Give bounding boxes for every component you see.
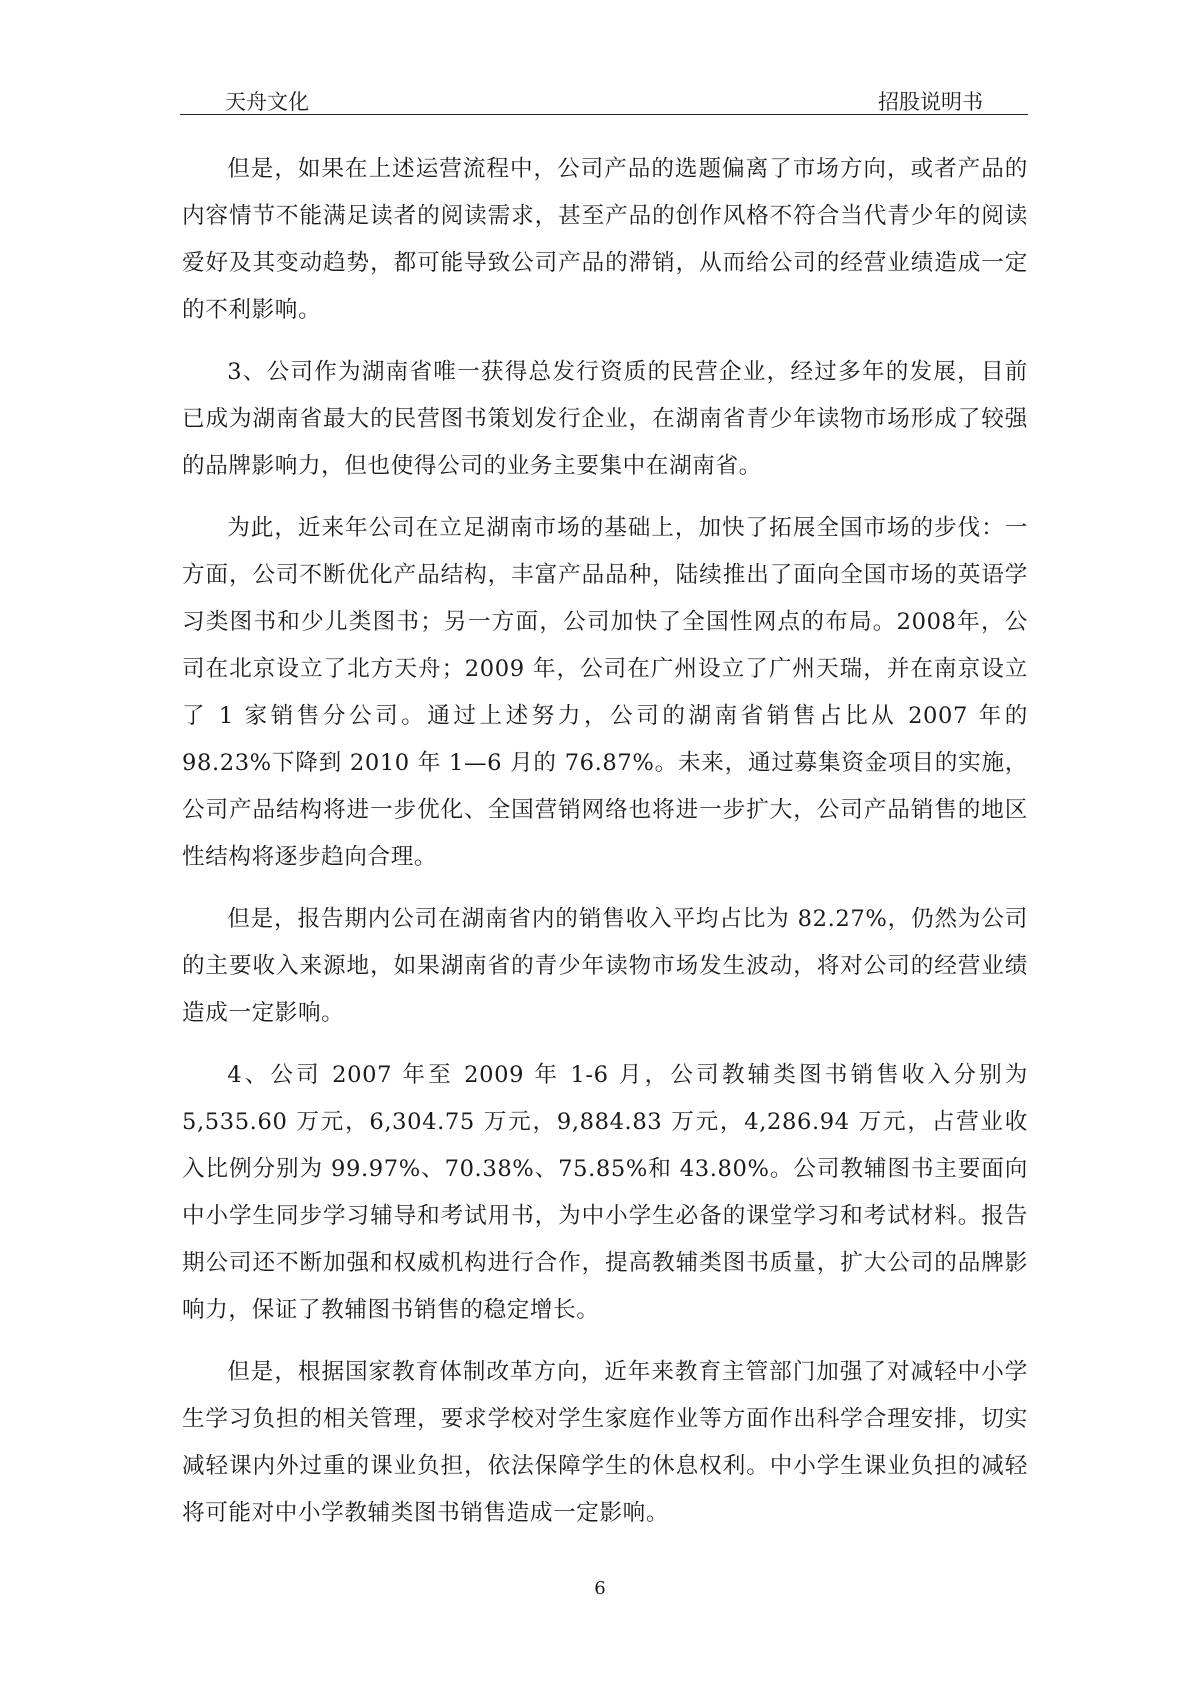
paragraph-4: 但是，报告期内公司在湖南省内的销售收入平均占比为 82.27%，仍然为公司的主要收入来源地，如果湖南省的青少年读物市场发生波动，将对公司的经营业绩造成一定影响。: [182, 906, 1028, 1026]
paragraph-6: 但是，根据国家教育体制改革方向，近年来教育主管部门加强了对减轻中小学生学习负担的相关管理，要求学校对学生家庭作业等方面作出科学合理安排，切实减轻课内外过重的课业负担，依法保障学生的休息权利。中小学生课业负担的减轻将可能对中小学教辅类图书销售造成一定影响。: [182, 1359, 1028, 1526]
header-divider: [180, 114, 1028, 115]
page-number: 6: [594, 1578, 606, 1599]
paragraph-2: 3、公司作为湖南省唯一获得总发行资质的民营企业，经过多年的发展，目前已成为湖南省最大的民营图书策划发行企业，在湖南省青少年读物市场形成了较强的品牌影响力，但也使得公司的业务主要集中在湖南省。: [182, 359, 1028, 479]
header-company-name: 天舟文化: [225, 90, 309, 114]
paragraph-1: 但是，如果在上述运营流程中，公司产品的选题偏离了市场方向，或者产品的内容情节不能满足读者的阅读需求，甚至产品的创作风格不符合当代青少年的阅读爱好及其变动趋势，都可能导致公司产品的滞销，从而给公司的经营业绩造成一定的不利影响。: [182, 156, 1028, 323]
paragraph-3: 为此，近来年公司在立足湖南市场的基础上，加快了拓展全国市场的步伐：一方面，公司不断优化产品结构，丰富产品品种，陆续推出了面向全国市场的英语学习类图书和少儿类图书；另一方面，公司加快了全国性网点的布局。2008年，公司在北京设立了北方天舟；2009 年，公司在广州设立了广州天瑞，并在南京设立了 1 家销售分公司。通过上述努力，公司的湖南省销售占比从 2007 年的 98.23%下降到 2010 年 1—6 月的 76.87%。未来，通过募集资金项目的实施，公司产品结构将进一步优化、全国营销网络也将进一步扩大，公司产品销售的地区性结构将逐步趋向合理。: [182, 515, 1028, 870]
header-document-type: 招股说明书: [878, 90, 983, 114]
paragraph-5: 4、公司 2007 年至 2009 年 1-6 月，公司教辅类图书销售收入分别为 5,535.60 万元，6,304.75 万元，9,884.83 万元，4,286.94 万元，占营业收入比例分别为 99.97%、70.38%、75.85%和 43.80%。公司教辅图书主要面向中小学生同步学习辅导和考试用书，为中小学生必备的课堂学习和考试材料。报告期公司还不断加强和权威机构进行合作，提高教辅类图书质量，扩大公司的品牌影响力，保证了教辅图书销售的稳定增长。: [182, 1062, 1028, 1323]
body-text: [182, 146, 1028, 1552]
page-header: [180, 84, 1028, 114]
